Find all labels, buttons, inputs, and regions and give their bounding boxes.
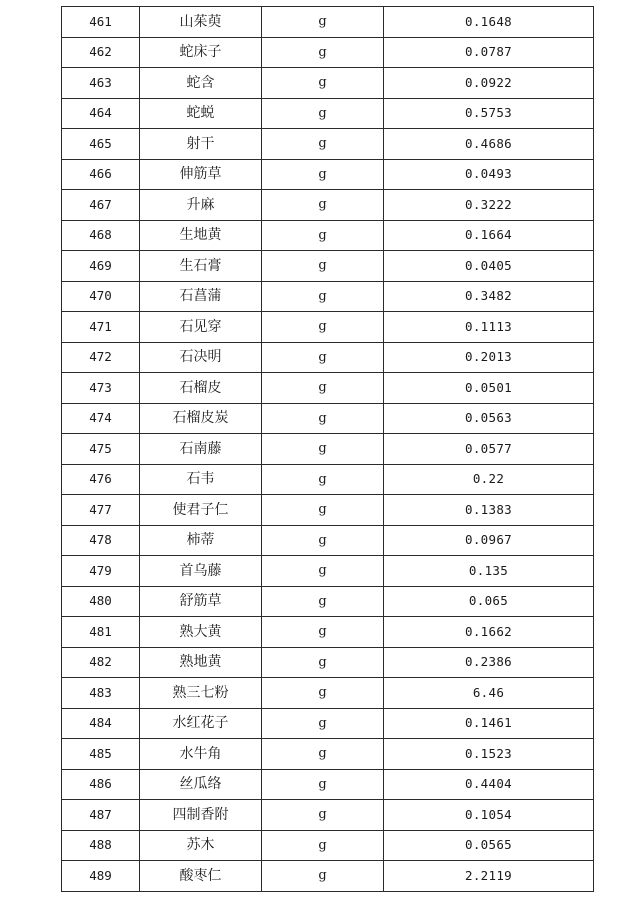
table-row bbox=[62, 281, 594, 312]
unit-cell: g bbox=[262, 586, 384, 617]
value-cell: 0.1113 bbox=[384, 312, 594, 343]
herb-name-cell: 生地黄 bbox=[140, 220, 262, 251]
value-cell: 0.3482 bbox=[384, 281, 594, 312]
table-row bbox=[62, 434, 594, 465]
herb-name-cell: 石榴皮 bbox=[140, 373, 262, 404]
unit-cell: g bbox=[262, 678, 384, 709]
value-cell: 0.4686 bbox=[384, 129, 594, 160]
herb-name-cell: 蛇床子 bbox=[140, 37, 262, 68]
table-row bbox=[62, 37, 594, 68]
row-number-cell: 463 bbox=[62, 68, 140, 99]
table-row bbox=[62, 586, 594, 617]
value-cell: 0.0501 bbox=[384, 373, 594, 404]
value-cell: 0.0563 bbox=[384, 403, 594, 434]
row-number-cell: 465 bbox=[62, 129, 140, 160]
value-cell: 0.2013 bbox=[384, 342, 594, 373]
table-row bbox=[62, 739, 594, 770]
unit-cell: g bbox=[262, 37, 384, 68]
herb-name-cell: 酸枣仁 bbox=[140, 861, 262, 892]
value-cell: 0.5753 bbox=[384, 98, 594, 129]
value-cell: 2.2119 bbox=[384, 861, 594, 892]
row-number-cell: 474 bbox=[62, 403, 140, 434]
value-cell: 0.1383 bbox=[384, 495, 594, 526]
row-number-cell: 461 bbox=[62, 7, 140, 38]
herb-name-cell: 石决明 bbox=[140, 342, 262, 373]
row-number-cell: 468 bbox=[62, 220, 140, 251]
herb-name-cell: 石见穿 bbox=[140, 312, 262, 343]
herb-name-cell: 首乌藤 bbox=[140, 556, 262, 587]
table-row bbox=[62, 800, 594, 831]
row-number-cell: 466 bbox=[62, 159, 140, 190]
value-cell: 0.0493 bbox=[384, 159, 594, 190]
value-cell: 0.0577 bbox=[384, 434, 594, 465]
unit-cell: g bbox=[262, 251, 384, 282]
unit-cell: g bbox=[262, 129, 384, 160]
herb-name-cell: 熟三七粉 bbox=[140, 678, 262, 709]
table-row bbox=[62, 678, 594, 709]
table-row bbox=[62, 617, 594, 648]
herb-name-cell: 熟大黄 bbox=[140, 617, 262, 648]
unit-cell: g bbox=[262, 434, 384, 465]
value-cell: 0.065 bbox=[384, 586, 594, 617]
table-row bbox=[62, 312, 594, 343]
row-number-cell: 464 bbox=[62, 98, 140, 129]
unit-cell: g bbox=[262, 373, 384, 404]
herb-name-cell: 石韦 bbox=[140, 464, 262, 495]
row-number-cell: 472 bbox=[62, 342, 140, 373]
unit-cell: g bbox=[262, 403, 384, 434]
unit-cell: g bbox=[262, 556, 384, 587]
row-number-cell: 479 bbox=[62, 556, 140, 587]
table-row bbox=[62, 556, 594, 587]
table-row bbox=[62, 403, 594, 434]
row-number-cell: 473 bbox=[62, 373, 140, 404]
unit-cell: g bbox=[262, 159, 384, 190]
row-number-cell: 482 bbox=[62, 647, 140, 678]
unit-cell: g bbox=[262, 861, 384, 892]
value-cell: 0.1461 bbox=[384, 708, 594, 739]
unit-cell: g bbox=[262, 7, 384, 38]
herb-name-cell: 水红花子 bbox=[140, 708, 262, 739]
unit-cell: g bbox=[262, 647, 384, 678]
value-cell: 0.135 bbox=[384, 556, 594, 587]
row-number-cell: 489 bbox=[62, 861, 140, 892]
unit-cell: g bbox=[262, 617, 384, 648]
value-cell: 0.0565 bbox=[384, 830, 594, 861]
value-cell: 0.1523 bbox=[384, 739, 594, 770]
herb-name-cell: 使君子仁 bbox=[140, 495, 262, 526]
row-number-cell: 476 bbox=[62, 464, 140, 495]
value-cell: 0.0967 bbox=[384, 525, 594, 556]
table-row bbox=[62, 251, 594, 282]
herb-price-table bbox=[61, 6, 594, 892]
value-cell: 0.1664 bbox=[384, 220, 594, 251]
table-row bbox=[62, 68, 594, 99]
unit-cell: g bbox=[262, 525, 384, 556]
value-cell: 0.3222 bbox=[384, 190, 594, 221]
row-number-cell: 480 bbox=[62, 586, 140, 617]
herb-name-cell: 石榴皮炭 bbox=[140, 403, 262, 434]
unit-cell: g bbox=[262, 98, 384, 129]
unit-cell: g bbox=[262, 190, 384, 221]
value-cell: 0.1648 bbox=[384, 7, 594, 38]
value-cell: 0.0405 bbox=[384, 251, 594, 282]
herb-name-cell: 熟地黄 bbox=[140, 647, 262, 678]
row-number-cell: 484 bbox=[62, 708, 140, 739]
unit-cell: g bbox=[262, 342, 384, 373]
herb-name-cell: 蛇含 bbox=[140, 68, 262, 99]
table-row bbox=[62, 464, 594, 495]
herb-name-cell: 石南藤 bbox=[140, 434, 262, 465]
unit-cell: g bbox=[262, 495, 384, 526]
table-row bbox=[62, 861, 594, 892]
unit-cell: g bbox=[262, 281, 384, 312]
unit-cell: g bbox=[262, 769, 384, 800]
row-number-cell: 487 bbox=[62, 800, 140, 831]
herb-name-cell: 蛇蜕 bbox=[140, 98, 262, 129]
herb-name-cell: 伸筋草 bbox=[140, 159, 262, 190]
table-row bbox=[62, 647, 594, 678]
table-row bbox=[62, 769, 594, 800]
value-cell: 0.0922 bbox=[384, 68, 594, 99]
unit-cell: g bbox=[262, 464, 384, 495]
row-number-cell: 486 bbox=[62, 769, 140, 800]
table-row bbox=[62, 98, 594, 129]
row-number-cell: 485 bbox=[62, 739, 140, 770]
row-number-cell: 475 bbox=[62, 434, 140, 465]
herb-name-cell: 生石膏 bbox=[140, 251, 262, 282]
row-number-cell: 481 bbox=[62, 617, 140, 648]
herb-name-cell: 苏木 bbox=[140, 830, 262, 861]
herb-name-cell: 水牛角 bbox=[140, 739, 262, 770]
value-cell: 0.0787 bbox=[384, 37, 594, 68]
table-row bbox=[62, 220, 594, 251]
row-number-cell: 477 bbox=[62, 495, 140, 526]
table-body bbox=[62, 7, 594, 892]
unit-cell: g bbox=[262, 312, 384, 343]
value-cell: 0.2386 bbox=[384, 647, 594, 678]
price-table-container bbox=[61, 6, 593, 892]
row-number-cell: 470 bbox=[62, 281, 140, 312]
value-cell: 0.1054 bbox=[384, 800, 594, 831]
table-row bbox=[62, 495, 594, 526]
table-row bbox=[62, 830, 594, 861]
table-row bbox=[62, 708, 594, 739]
herb-name-cell: 升麻 bbox=[140, 190, 262, 221]
herb-name-cell: 舒筋草 bbox=[140, 586, 262, 617]
herb-name-cell: 四制香附 bbox=[140, 800, 262, 831]
herb-name-cell: 石菖蒲 bbox=[140, 281, 262, 312]
unit-cell: g bbox=[262, 68, 384, 99]
herb-name-cell: 柿蒂 bbox=[140, 525, 262, 556]
table-row bbox=[62, 129, 594, 160]
row-number-cell: 483 bbox=[62, 678, 140, 709]
herb-name-cell: 射干 bbox=[140, 129, 262, 160]
row-number-cell: 471 bbox=[62, 312, 140, 343]
unit-cell: g bbox=[262, 739, 384, 770]
unit-cell: g bbox=[262, 708, 384, 739]
table-row bbox=[62, 7, 594, 38]
row-number-cell: 488 bbox=[62, 830, 140, 861]
value-cell: 0.1662 bbox=[384, 617, 594, 648]
table-row bbox=[62, 373, 594, 404]
unit-cell: g bbox=[262, 830, 384, 861]
herb-name-cell: 丝瓜络 bbox=[140, 769, 262, 800]
value-cell: 0.4404 bbox=[384, 769, 594, 800]
value-cell: 0.22 bbox=[384, 464, 594, 495]
row-number-cell: 469 bbox=[62, 251, 140, 282]
unit-cell: g bbox=[262, 220, 384, 251]
row-number-cell: 462 bbox=[62, 37, 140, 68]
herb-name-cell: 山茱萸 bbox=[140, 7, 262, 38]
table-row bbox=[62, 342, 594, 373]
value-cell: 6.46 bbox=[384, 678, 594, 709]
row-number-cell: 478 bbox=[62, 525, 140, 556]
table-row bbox=[62, 525, 594, 556]
unit-cell: g bbox=[262, 800, 384, 831]
table-row bbox=[62, 190, 594, 221]
table-row bbox=[62, 159, 594, 190]
row-number-cell: 467 bbox=[62, 190, 140, 221]
